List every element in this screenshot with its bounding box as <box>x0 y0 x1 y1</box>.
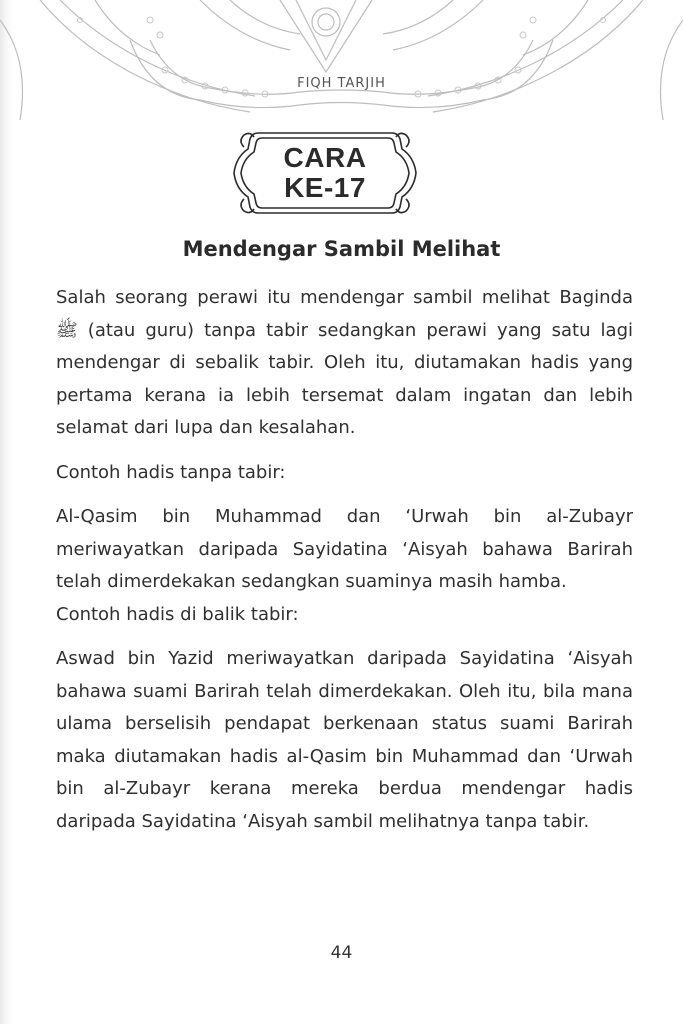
paragraph: Contoh hadis tanpa tabir: <box>56 461 286 483</box>
body-text <box>56 282 633 850</box>
chapter-title-line-2: KE-17 <box>284 172 366 203</box>
chapter-title-box <box>230 127 420 219</box>
chapter-title-line-1: CARA <box>283 142 367 173</box>
decorative-ornament-header <box>0 0 683 140</box>
page-number: 44 <box>330 943 353 963</box>
section-heading: Mendengar Sambil Melihat <box>182 237 501 261</box>
running-header-title: FIQH TARJIH <box>297 76 386 91</box>
chapter-title-text <box>230 143 420 203</box>
paragraph: Contoh hadis di balik tabir: <box>56 603 299 625</box>
paragraph: Al-Qasim bin Muhammad dan ‘Urwah bin al-Zubayr meriwayatkan daripada Sayidatina ‘Aisyah bahawa Barirah telah dimerdekakan sedangkan suaminya masih hamba. <box>56 506 633 592</box>
paragraph: Aswad bin Yazid meriwayatkan daripada Sayidatina ‘Aisyah bahawa suami Barirah telah dimerdekakan. Oleh itu, bila mana ulama berselisih pendapat berkenaan status suami Barirah maka diutamakan hadis al-Qasim bin Muhammad dan ‘Urwah bin al-Zubayr kerana mereka berdua mendengar hadis daripada Sayidatina ‘Aisyah sambil melihatnya tanpa tabir. <box>56 648 633 832</box>
paragraph: Salah seorang perawi itu mendengar sambil melihat Baginda ﷺ (atau guru) tanpa tabir sedangkan perawi yang satu lagi mendengar di sebalik tabir. Oleh itu, diutamakan hadis yang pertama kerana ia lebih tersemat dalam ingatan dan lebih selamat dari lupa dan kesalahan. <box>56 287 633 438</box>
